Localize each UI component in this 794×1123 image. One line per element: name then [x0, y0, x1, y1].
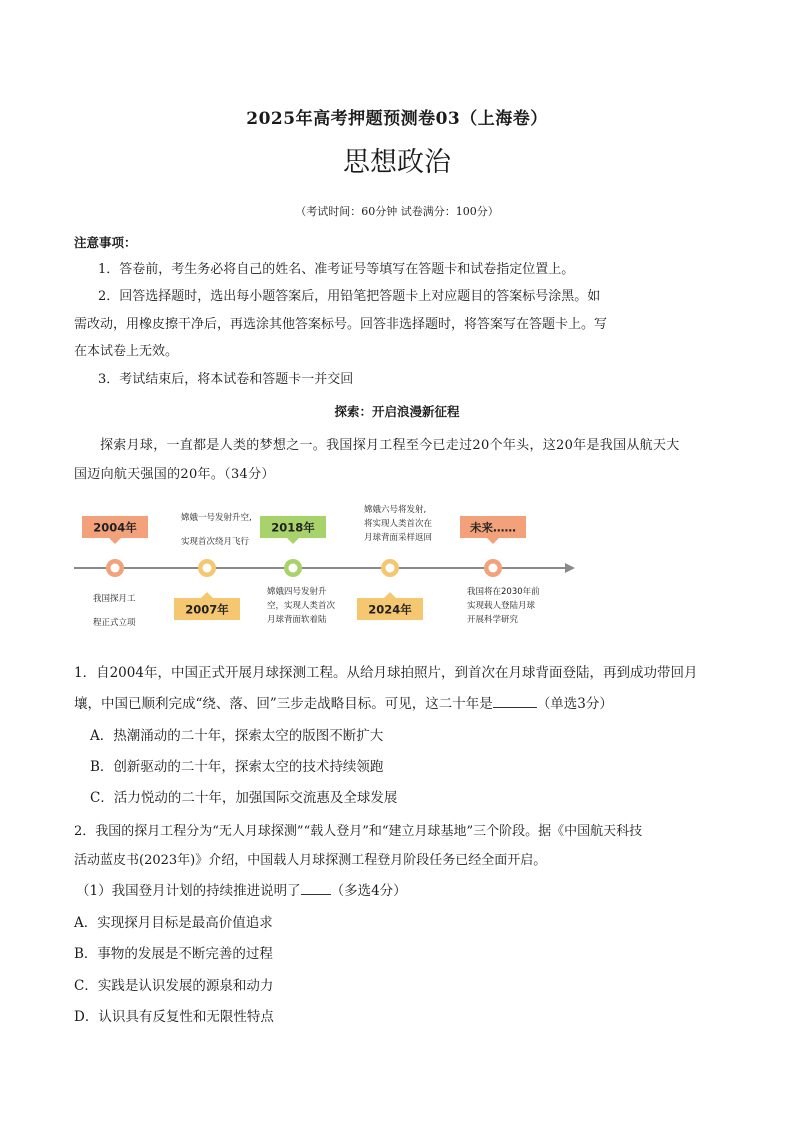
q2-option-d[interactable]: D．认识具有反复性和无限性特点	[74, 1009, 274, 1025]
timeline-year-pointer	[487, 538, 499, 544]
timeline-year-label: 未来……	[470, 520, 516, 535]
timeline-marker-center	[289, 564, 298, 573]
q2-stem-line1: 2．我国的探月工程分为“无人月球探测”“载人登月”和“建立月球基地”三个阶段。据《中国航天科技	[74, 824, 643, 839]
section-intro-line: 国迈向航天强国的20年。（34分）	[74, 467, 275, 482]
q1-option-a[interactable]: A．热潮涌动的二十年，探索太空的版图不断扩大	[90, 728, 384, 744]
timeline-year-label: 2024年	[368, 602, 412, 617]
section-intro-line: 探索月球，一直都是人类的梦想之一。我国探月工程至今已走过20个年头，这20年是我国从航天大	[100, 438, 680, 453]
timeline-event-desc: 嫦娥六号将发射,	[364, 505, 427, 515]
notice-line: 1．答卷前，考生务必将自己的姓名、准考证号等填写在答题卡和试卷指定位置上。	[98, 262, 575, 277]
q2-stem-line2: 活动蓝皮书(2023年)》介绍，中国载人月球探测工程登月阶段任务已经全面开启。	[74, 853, 547, 868]
timeline-year-pointer	[109, 538, 121, 544]
exam-info: （考试时间：60分钟 试卷满分：100分）	[295, 205, 499, 218]
timeline-event-desc: 空，实现人类首次	[267, 601, 336, 611]
timeline-year-label: 2004年	[93, 520, 137, 535]
timeline-year-label: 2007年	[185, 602, 229, 617]
timeline-marker-center	[489, 564, 498, 573]
timeline-year-pointer	[287, 538, 299, 544]
timeline-marker-center	[386, 564, 395, 573]
timeline-marker-center	[203, 564, 212, 573]
timeline-event-desc: 开展科学研究	[467, 615, 519, 625]
q2-sub1-text: （1）我国登月计划的持续推进说明了	[76, 883, 301, 899]
timeline-event-desc: 将实现人类首次在	[364, 519, 433, 529]
timeline-marker-center	[111, 564, 120, 573]
exam-title: 2025年高考押题预测卷03（上海卷）	[246, 109, 548, 129]
notice-line: 需改动，用橡皮擦干净后，再选涂其他答案标号。回答非选择题时，将答案写在答题卡上。写	[74, 317, 608, 332]
timeline-year-pointer	[384, 592, 396, 598]
notice-line: 在本试卷上无效。	[74, 344, 179, 359]
q2-sub1-answer-blank[interactable]	[301, 882, 331, 895]
timeline-event-desc: 嫦娥一号发射升空,	[181, 513, 252, 523]
timeline-year-label: 2018年	[271, 520, 315, 535]
section-title: 探索：开启浪漫新征程	[334, 404, 460, 419]
notice-line: 2．回答选择题时，选出每小题答案后，用铅笔把答题卡上对应题目的答案标号涂黑。如	[98, 289, 601, 304]
timeline-event-desc: 嫦娥四号发射升	[267, 587, 327, 597]
notice-line: 3．考试结束后，将本试卷和答题卡一并交回	[98, 372, 354, 387]
lunar-exploration-timeline	[60, 500, 590, 630]
q2-option-b[interactable]: B．事物的发展是不断完善的过程	[74, 946, 273, 962]
q2-option-a[interactable]: A．实现探月目标是最高价值追求	[74, 915, 273, 931]
q1-option-c[interactable]: C．活力悦动的二十年，加强国际交流惠及全球发展	[90, 790, 398, 806]
notice-title: 注意事项：	[74, 235, 137, 250]
q1-answer-blank[interactable]	[493, 695, 537, 708]
timeline-event-desc: 月球背面软着陆	[267, 615, 327, 625]
q2-sub1-suffix: （多选4分）	[330, 883, 407, 899]
timeline-year-pointer	[201, 592, 213, 598]
q1-option-b[interactable]: B．创新驱动的二十年，探索太空的技术持续领跑	[90, 759, 384, 775]
timeline-event-desc: 我国探月工	[93, 594, 136, 604]
timeline-event-desc: 我国将在2030年前	[467, 587, 540, 597]
subject-title: 思想政治	[343, 147, 451, 178]
timeline-event-desc: 月球背面采样返回	[364, 533, 433, 543]
q1-stem-line1: 1．自2004年，中国正式开展月球探测工程。从给月球拍照片，到首次在月球背面登陆，再到成功带回月	[74, 665, 698, 681]
q1-stem-text: 壤，中国已顺利完成“绕、落、回”三步走战略目标。可见，这二十年是	[74, 696, 493, 712]
q1-stem-line2	[74, 692, 613, 712]
q1-stem-suffix: （单选3分）	[536, 696, 613, 712]
timeline-arrow	[565, 563, 575, 573]
q2-option-c[interactable]: C．实践是认识发展的源泉和动力	[74, 978, 274, 994]
q2-sub1-stem	[76, 879, 407, 899]
timeline-event-desc: 实现载人登陆月球	[467, 601, 536, 611]
timeline-event-desc: 实现首次绕月飞行	[181, 537, 250, 547]
timeline-event-desc: 程正式立项	[93, 618, 136, 628]
